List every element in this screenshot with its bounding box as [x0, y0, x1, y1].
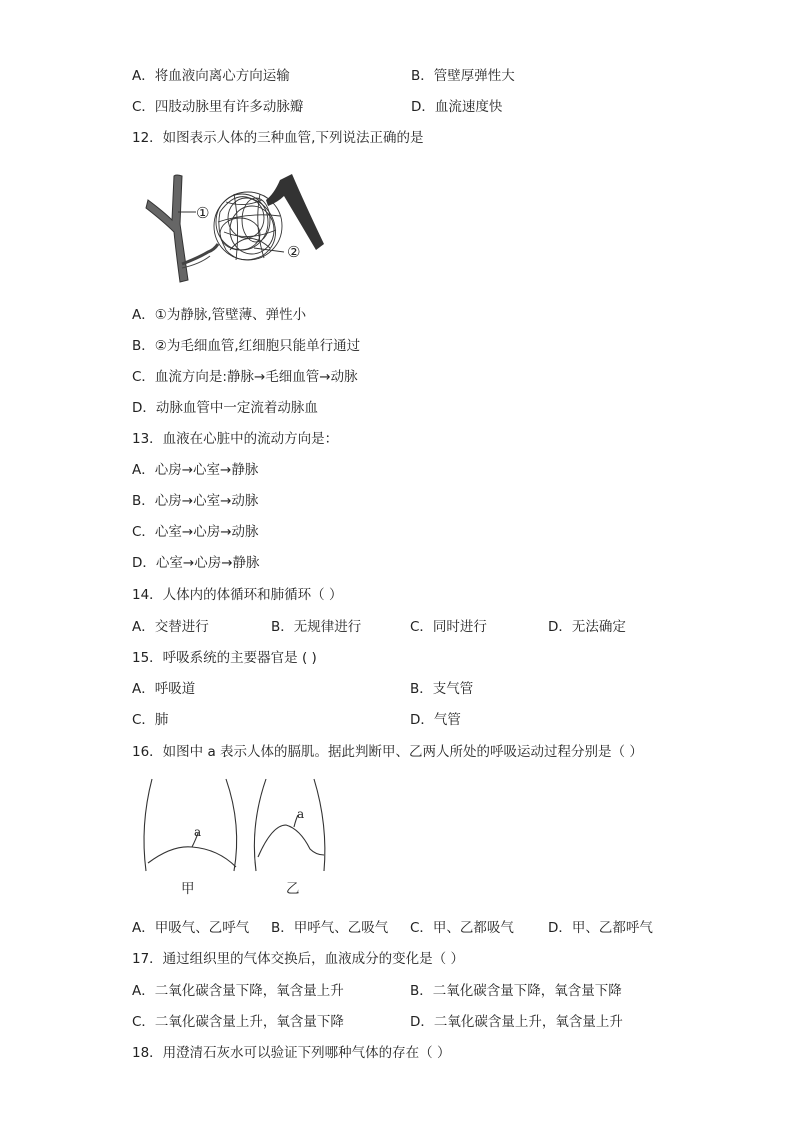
diaphragm-figure	[138, 775, 330, 875]
q14-option-c: C．同时进行	[410, 619, 487, 635]
q14-option-a: A．交替进行	[132, 619, 209, 635]
label-1: ①	[196, 204, 210, 222]
q12-option-c: C．血流方向是:静脉→毛细血管→动脉	[132, 369, 358, 385]
q17-stem: 17．通过组织里的气体交换后，血液成分的变化是（ ）	[132, 951, 464, 967]
q11-option-d: D．血流速度快	[411, 99, 503, 115]
q13-option-d: D．心室→心房→静脉	[132, 555, 260, 571]
label-jia: 甲	[181, 881, 195, 897]
q17-option-d: D．二氧化碳含量上升，氧含量上升	[410, 1014, 623, 1030]
q15-option-c: C．肺	[132, 712, 169, 728]
q16-option-d: D．甲、乙都呼气	[548, 920, 653, 936]
q13-stem: 13．血液在心脏中的流动方向是：	[132, 431, 339, 447]
q12-option-d: D．动脉血管中一定流着动脉血	[132, 400, 318, 416]
label-a-jia: a	[194, 825, 202, 839]
q18-stem: 18．用澄清石灰水可以验证下列哪种气体的存在（ ）	[132, 1045, 451, 1061]
q12-option-b: B．②为毛细血管,红细胞只能单行通过	[132, 338, 361, 354]
q14-option-b: B．无规律进行	[271, 619, 362, 635]
q11-option-b: B．管壁厚弹性大	[411, 68, 515, 84]
label-2: ②	[287, 243, 301, 261]
q13-option-b: B．心房→心室→动脉	[132, 493, 259, 509]
q15-stem: 15．呼吸系统的主要器官是 ( )	[132, 650, 317, 666]
q17-option-c: C．二氧化碳含量上升，氧含量下降	[132, 1014, 344, 1030]
q11-option-a: A．将血液向离心方向运输	[132, 68, 290, 84]
label-a-yi: a	[297, 807, 305, 821]
blood-vessel-figure	[144, 172, 324, 284]
q12-option-a: A．①为静脉,管壁薄、弹性小	[132, 307, 307, 323]
q16-option-c: C．甲、乙都吸气	[410, 920, 514, 936]
q16-option-a: A．甲吸气、乙呼气	[132, 920, 250, 936]
q14-option-d: D．无法确定	[548, 619, 626, 635]
q15-option-d: D．气管	[410, 712, 461, 728]
q13-option-a: A．心房→心室→静脉	[132, 462, 259, 478]
q16-option-b: B．甲呼气、乙吸气	[271, 920, 389, 936]
q17-option-b: B．二氧化碳含量下降，氧含量下降	[410, 983, 622, 999]
q12-stem: 12．如图表示人体的三种血管,下列说法正确的是	[132, 130, 424, 146]
q15-option-b: B．支气管	[410, 681, 474, 697]
q15-option-a: A．呼吸道	[132, 681, 196, 697]
q17-option-a: A．二氧化碳含量下降，氧含量上升	[132, 983, 344, 999]
q16-stem: 16．如图中 a 表示人体的膈肌。据此判断甲、乙两人所处的呼吸运动过程分别是（ ）	[132, 744, 643, 760]
q11-option-c: C．四肢动脉里有许多动脉瓣	[132, 99, 304, 115]
q14-stem: 14．人体内的体循环和肺循环（ ）	[132, 587, 343, 603]
q13-option-c: C．心室→心房→动脉	[132, 524, 259, 540]
label-yi: 乙	[286, 881, 300, 897]
